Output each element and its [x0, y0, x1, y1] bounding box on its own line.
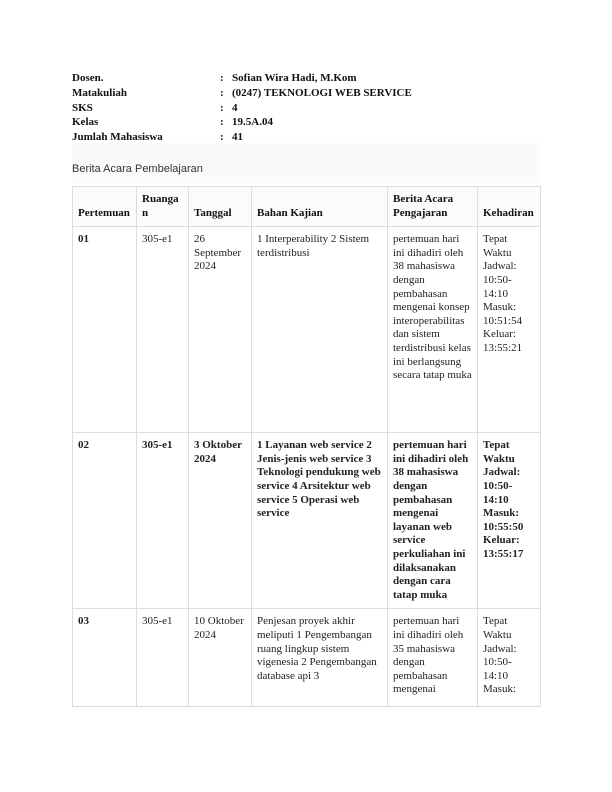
info-value: 4	[232, 101, 238, 114]
cell-pertemuan	[73, 433, 137, 609]
info-row-kelas	[72, 115, 412, 130]
table-row	[73, 433, 541, 609]
cell-kehadiran	[478, 609, 541, 707]
cell-tanggal	[189, 433, 252, 609]
info-row-matakuliah	[72, 86, 412, 101]
col-header-kehadiran: Kehadiran	[478, 187, 541, 227]
info-colon: :	[220, 116, 224, 129]
table-header-row	[73, 187, 541, 227]
cell-text: 3 Oktober 2024	[194, 439, 242, 465]
cell-text: Penjesan proyek akhir meliputi 1 Pengembangan ruang lingkup sistem vigenesia 2 Pengembangan database api 3	[257, 615, 377, 682]
info-colon: :	[220, 131, 224, 144]
cell-bahan-kajian	[252, 433, 388, 609]
cell-kehadiran	[478, 227, 541, 433]
cell-text: 1 Layanan web service 2 Jenis-jenis web service 3 Teknologi pendukung web service 4 Arsitektur web service 5 Operasi web service	[257, 439, 381, 520]
col-header-pertemuan: Pertemuan	[73, 187, 137, 227]
table-row	[73, 227, 541, 433]
cell-text: 02	[78, 439, 89, 452]
info-label: Matakuliah	[72, 86, 128, 99]
cell-tanggal	[189, 609, 252, 707]
info-label: Jumlah Mahasiswa	[72, 131, 163, 144]
cell-text: 10 Oktober 2024	[194, 615, 244, 641]
info-label: Dosen.	[72, 72, 104, 84]
cell-bahan-kajian	[252, 227, 388, 433]
info-row-sks	[72, 101, 412, 116]
cell-berita-acara	[388, 227, 478, 433]
cell-text: Tepat Waktu Jadwal: 10:50-14:10 Masuk: 10:55:50 Keluar: 13:55:17	[483, 439, 524, 560]
cell-text: 1 Interperability 2 Sistem terdistribusi	[257, 233, 370, 259]
col-header-berita-acara: Berita Acara Pengajaran	[388, 187, 478, 227]
cell-text: pertemuan hari ini dihadiri oleh 35 mahasiswa dengan pembahasan mengenai	[393, 615, 464, 696]
info-row-dosen	[72, 71, 412, 86]
cell-ruangan	[137, 609, 189, 707]
col-header-ruangan: Ruangan	[137, 187, 189, 227]
info-value: 19.5A.04	[232, 116, 273, 129]
table-row	[73, 609, 541, 707]
cell-text: 26 September 2024	[194, 233, 242, 273]
info-colon: :	[220, 72, 224, 84]
berita-acara-table	[72, 186, 541, 707]
info-row-jumlah-mahasiswa	[72, 130, 412, 145]
cell-kehadiran	[478, 433, 541, 609]
col-header-bahan-kajian: Bahan Kajian	[252, 187, 388, 227]
info-value: 41	[232, 131, 243, 144]
course-info	[72, 71, 412, 145]
cell-text: 305-e1	[142, 233, 173, 246]
table-caption: Berita Acara Pembelajaran	[72, 163, 203, 175]
cell-text: 305-e1	[142, 615, 173, 628]
cell-text: pertemuan hari ini dihadiri oleh 38 mahasiswa dengan pembahasan mengenai layanan web service perkuliahan ini dilaksanakan dengan cara tatap muka	[393, 439, 469, 601]
cell-text: pertemuan hari ini dihadiri oleh 38 mahasiswa dengan pembahasan mengenai konsep interoperabilitas dan sistem terdistribusi kelas ini berlangsung secara tatap muka	[393, 233, 472, 382]
info-value: Sofian Wira Hadi, M.Kom	[232, 72, 357, 84]
info-label: Kelas	[72, 116, 99, 129]
cell-ruangan	[137, 433, 189, 609]
info-colon: :	[220, 101, 224, 114]
cell-text: Tepat Waktu Jadwal: 10:50-14:10 Masuk: 10:51:54 Keluar: 13:55:21	[483, 233, 523, 354]
cell-ruangan	[137, 227, 189, 433]
cell-berita-acara	[388, 433, 478, 609]
info-value: (0247) TEKNOLOGI WEB SERVICE	[232, 86, 412, 99]
cell-tanggal	[189, 227, 252, 433]
cell-berita-acara	[388, 609, 478, 707]
cell-text: Tepat Waktu Jadwal: 10:50-14:10 Masuk:	[483, 615, 517, 696]
cell-pertemuan	[73, 609, 137, 707]
info-colon: :	[220, 86, 224, 99]
info-label: SKS	[72, 101, 93, 114]
cell-text: 01	[78, 233, 89, 246]
col-header-tanggal: Tanggal	[189, 187, 252, 227]
cell-bahan-kajian	[252, 609, 388, 707]
cell-pertemuan	[73, 227, 137, 433]
cell-text: 305-e1	[142, 439, 173, 452]
cell-text: 03	[78, 615, 89, 628]
